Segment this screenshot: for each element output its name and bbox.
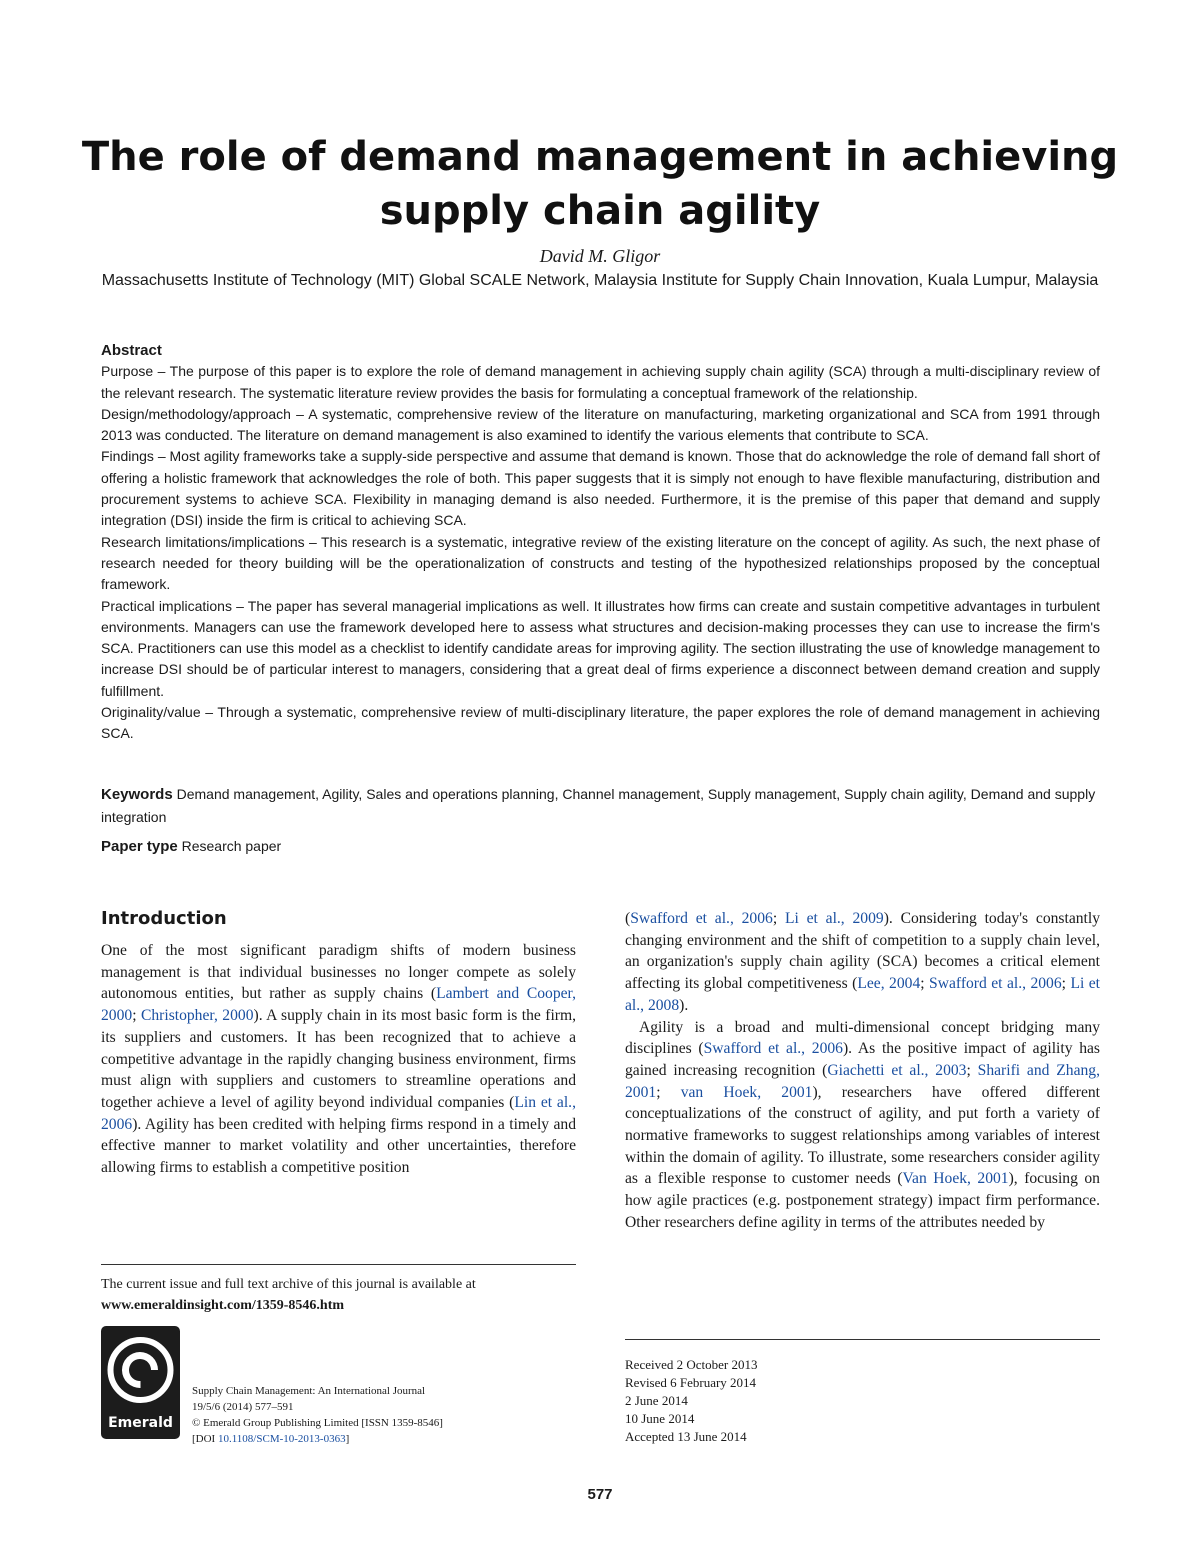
paper-title: The role of demand management in achieving supply chain agility [81, 134, 1119, 234]
author-name: David M. Gligor [539, 246, 661, 266]
citation-link[interactable]: Lee, 2004 [857, 975, 921, 993]
journal-copyright: © Emerald Group Publishing Limited [ISSN 1359-8546] [192, 1417, 443, 1429]
abstract [101, 340, 1100, 745]
body-text: ), focusing on how agile practices (e.g. postponement strategy) impact firm performance. Other researchers define agility in terms of the attributes needed by [625, 1170, 1100, 1231]
introduction-heading: Introduction [101, 908, 227, 929]
history-revised: Revised 6 February 2014 [625, 1375, 757, 1390]
citation-link[interactable]: Giachetti et al., 2003 [827, 1061, 967, 1079]
paper-type-label: Paper type [101, 838, 178, 855]
body-text: ). [679, 996, 689, 1014]
body-text: ; [132, 1007, 141, 1025]
abstract-section: Findings – Most agility frameworks take a supply-side perspective and assume that demand is known. Those that do acknowledge the role of demand fall short of offering a holistic framework that acknowledges the role of both. This paper suggests that it is simply not enough to have flexible manufacturing, distribution and procurement systems to achieve SCA. Flexibility in managing demand is also needed. Furthermore, it is the premise of this paper that demand and supply integration (DSI) inside the firm is critical to achieving SCA. [101, 448, 1100, 529]
citation-link[interactable]: Swafford et al., 2006 [630, 910, 773, 927]
intro-paragraph-1-continued [625, 908, 1100, 1017]
citation-link[interactable]: Swafford et al., 2006 [929, 975, 1062, 993]
journal-notice [101, 1274, 576, 1316]
abstract-section-text: Through a systematic, comprehensive review of multi-disciplinary literature, the paper explores the role of demand management in achieving SCA. [101, 704, 1100, 742]
body-text: ). A supply chain in its most basic form is the firm, its suppliers and customers. It has been recognized that to achieve a competitive advantage in the rapidly changing business environment, firms must align with suppliers and customers to streamline operations and together achieve a level of agility beyond individual companies ( [101, 1007, 576, 1111]
keywords [101, 783, 1100, 828]
intro-column-left [101, 940, 576, 1179]
abstract-section-label: Purpose [101, 363, 154, 380]
body-text: One of the most significant paradigm shifts of modern business management is that individual businesses no longer compete as solely autonomous entities, but rather as supply chains ( [101, 942, 576, 1003]
emerald-logo [101, 1326, 180, 1439]
keywords-label: Keywords [101, 786, 173, 803]
abstract-section-text: A systematic, comprehensive review of the literature on manufacturing, marketing organizational and SCA from 1991 through 2013 was conducted. The literature on demand management is also examined to identify the various elements that contribute to SCA. [101, 405, 1100, 444]
abstract-section-label: Research limitations/implications [101, 533, 305, 550]
citation-link[interactable]: Lambert and Cooper, 2000 [101, 985, 577, 1025]
body-text: ; [1061, 975, 1071, 993]
abstract-section-label: Practical implications [101, 597, 232, 614]
abstract-section: Originality/value – Through a systematic, comprehensive review of multi-disciplinary literature, the paper explores the role of demand management in achieving SCA. [101, 704, 1100, 742]
body-text: ). Considering today's constantly changing environment and the shift of competition to a supply chain level, an organization's supply chain agility (SCA) becomes a critical element affecting its global competitiveness ( [625, 910, 1101, 993]
history-revised-2: 2 June 2014 [625, 1393, 688, 1408]
journal-info [192, 1383, 572, 1447]
intro-column-right [625, 908, 1100, 1234]
body-text: ). Agility has been credited with helping firms respond in a timely and effective manner to market volatility and other uncertainties, therefore allowing firms to establish a competitive position [101, 1115, 576, 1177]
abstract-heading: Abstract [101, 342, 162, 359]
notice-text: The current issue and full text archive of this journal is available at [101, 1277, 476, 1292]
history-accepted: Accepted 13 June 2014 [625, 1429, 747, 1444]
body-text: Agility is a broad and multi-dimensional concept bridging many disciplines ( [625, 1018, 1100, 1058]
paper-type-text: Research paper [181, 838, 282, 854]
body-text: ). As the positive impact of agility has gained increasing recognition ( [625, 1040, 1100, 1079]
keywords-text: Demand management, Agility, Sales and operations planning, Channel management, Supply management, Supply chain agility, Demand and supply integration [101, 786, 1096, 825]
history-revised-3: 10 June 2014 [625, 1411, 695, 1426]
citation-link[interactable]: Swafford et al., 2006 [703, 1040, 843, 1058]
page-number: 577 [587, 1486, 613, 1503]
history-divider [625, 1339, 1100, 1340]
citation-link[interactable]: Li et al., 2008 [625, 975, 1101, 1014]
abstract-sections [101, 361, 1100, 744]
journal-doi: [DOI 10.1108/SCM-10-2013-0363] [192, 1433, 350, 1445]
paper-type [101, 838, 1100, 855]
abstract-section-text: This research is a systematic, integrative review of the existing literature on the concept of agility. As such, the next phase of research needed for theory building will be the operationalization of constructs and testing of the hypothesized relationships proposed by the conceptual framework. [101, 533, 1101, 593]
abstract-section-text: The purpose of this paper is to explore the role of demand management in achieving supply chain agility (SCA) through a multi-disciplinary review of the relevant research. The systematic literature review provides the basis for formulating a conceptual framework of the relationship. [101, 363, 1100, 401]
body-text: ( [625, 910, 631, 927]
abstract-section-label: Originality/value [101, 704, 201, 721]
body-text: ; [966, 1061, 978, 1079]
citation-link[interactable]: Lin et al., 2006 [101, 1093, 576, 1133]
citation-link[interactable]: Christopher, 2000 [140, 1007, 254, 1025]
abstract-section: Purpose – The purpose of this paper is to explore the role of demand management in achieving supply chain agility (SCA) through a multi-disciplinary review of the relevant research. The systematic literature review provides the basis for formulating a conceptual framework of the relationship. [101, 363, 1100, 401]
history-received: Received 2 October 2013 [625, 1357, 758, 1372]
abstract-section-label: Findings [101, 448, 154, 465]
abstract-section: Practical implications – The paper has several managerial implications as well. It illustrates how firms can create and sustain competitive advantages in turbulent environments. Managers can use the framework developed here to assess what structures and decision-making processes they can use to increase the firm's SCA. Practitioners can use this model as a checklist to identify candidate areas for improving agility. The section illustrating the use of knowledge management to increase DSI should be of particular interest to managers, considering that a great deal of firms experience a disconnect between demand creation and supply fulfillment. [101, 597, 1100, 699]
logo-wordmark: Emerald [108, 1415, 173, 1431]
abstract-section-text: Most agility frameworks take a supply-side perspective and assume that demand is known. Those that do acknowledge the role of demand fall short of offering a holistic framework that acknowledges the role of both. This paper suggests that it is simply not enough to have flexible manufacturing, distribution and procurement systems to achieve SCA. Flexibility in managing demand is also needed. Furthermore, it is the premise of this paper that demand and supply integration (DSI) inside the firm is critical to achieving SCA. [101, 448, 1100, 529]
body-text: ), researchers have offered different conceptualizations of the construct of agility, and put forth a variety of normative frameworks to suggest relationships among variables of interest within the domain of agility. To illustrate, some researchers consider agility as a flexible response to customer needs ( [625, 1083, 1100, 1188]
citation-link[interactable]: Sharifi and Zhang, 2001 [625, 1061, 1101, 1101]
body-text: ; [772, 910, 785, 927]
citation-link[interactable]: Van Hoek, 2001 [902, 1170, 1009, 1188]
journal-url-link[interactable]: www.emeraldinsight.com/1359-8546.htm [101, 1298, 345, 1313]
citation-link[interactable]: van Hoek, 2001 [680, 1083, 813, 1101]
intro-paragraph-1 [101, 940, 576, 1179]
citation-link[interactable]: Li et al., 2009 [784, 910, 884, 927]
footnote-divider [101, 1264, 576, 1265]
abstract-section-label: Design/methodology/approach [101, 405, 291, 422]
abstract-section-text: The paper has several managerial implications as well. It illustrates how firms can create and sustain competitive advantages in turbulent environments. Managers can use the framework developed here to assess what structures and decision-making processes they can use to increase the firm's SCA. Practitioners can use this model as a checklist to identify candidate areas for improving agility. The section illustrating the use of knowledge management to increase DSI should be of particular interest to managers, considering that a great deal of firms experience a disconnect between demand creation and supply fulfillment. [101, 597, 1100, 699]
abstract-section: Design/methodology/approach – A systematic, comprehensive review of the literature on manufacturing, marketing organizational and SCA from 1991 through 2013 was conducted. The literature on demand management is also examined to identify the various elements that contribute to SCA. [101, 405, 1100, 444]
author-affiliation: Massachusetts Institute of Technology (MIT) Global SCALE Network, Malaysia Institute for Supply Chain Innovation, Kuala Lumpur, Malaysia [101, 272, 1099, 289]
abstract-section: Research limitations/implications – This research is a systematic, integrative review of the existing literature on the concept of agility. As such, the next phase of research needed for theory building will be the operationalization of constructs and testing of the hypothesized relationships proposed by the conceptual framework. [101, 533, 1101, 593]
article-history [625, 1356, 1100, 1446]
journal-name: Supply Chain Management: An International Journal [192, 1385, 426, 1397]
intro-paragraph-2 [625, 1017, 1100, 1234]
body-text: ; [920, 975, 930, 993]
journal-volume: 19/5/6 (2014) 577–591 [192, 1401, 294, 1413]
body-text: ; [656, 1083, 681, 1101]
doi-link[interactable]: 10.1108/SCM-10-2013-0363 [217, 1433, 346, 1445]
